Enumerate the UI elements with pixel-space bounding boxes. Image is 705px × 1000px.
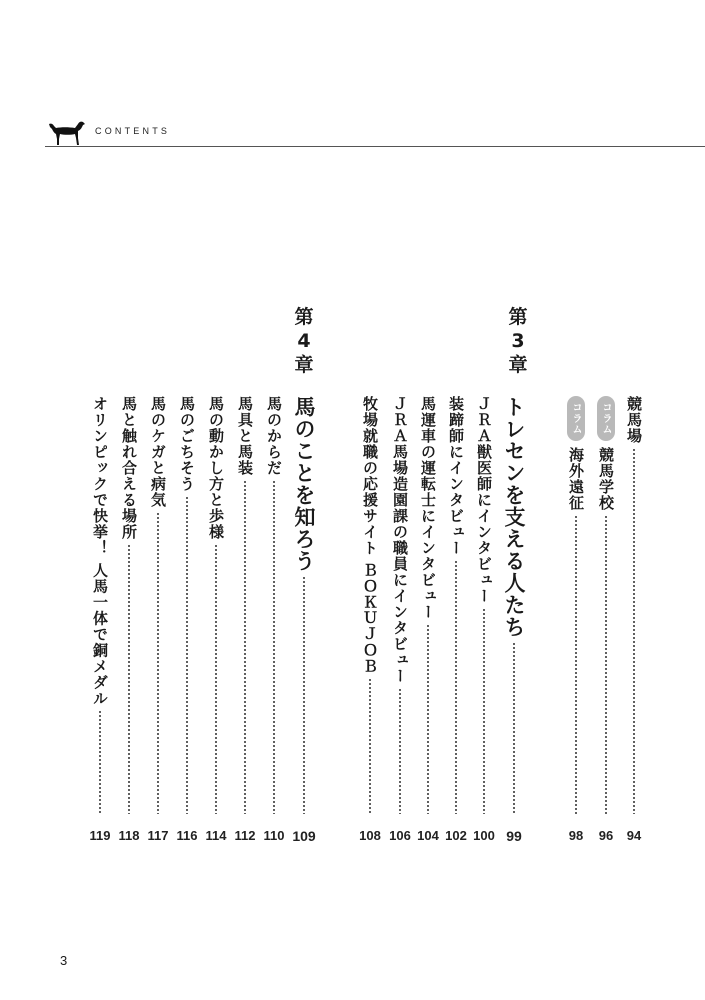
dot-leader (273, 480, 275, 814)
toc-entry-title: 馬の動かし方と歩様 (207, 396, 225, 540)
toc-entry[interactable] (146, 396, 170, 816)
dot-leader (399, 688, 401, 814)
page-number: 99 (506, 828, 522, 844)
toc-entry[interactable] (472, 396, 496, 816)
toc-entry[interactable] (444, 396, 468, 816)
page-number: 109 (292, 828, 316, 844)
toc-entry[interactable] (622, 396, 646, 816)
page-number: 108 (359, 828, 381, 843)
page-number: 112 (234, 828, 256, 843)
toc-entry-title: 競馬場 (625, 396, 643, 444)
page-number: 102 (445, 828, 467, 843)
page-number: 94 (626, 828, 642, 843)
chapter-3-label: 第 3 章 (508, 306, 528, 376)
dot-leader (605, 515, 607, 814)
page-number: 118 (118, 828, 140, 843)
column-badge: コラム (597, 396, 615, 441)
toc-entry-title: 装蹄師にインタビュー (447, 396, 465, 556)
toc-entry-title: 馬のからだ (265, 396, 283, 476)
toc-chapter-entry[interactable] (292, 396, 316, 816)
toc-chapter-title: 馬のことを知ろう (292, 396, 316, 572)
dot-leader (99, 710, 101, 814)
toc-entry[interactable] (594, 396, 618, 816)
page-number: 117 (147, 828, 169, 843)
page-number: 106 (389, 828, 411, 843)
toc-entry-title: 牧場就職の応援サイト ＢＯＫＵＪＯＢ (361, 396, 379, 675)
dot-leader (128, 544, 130, 814)
header-divider (45, 146, 705, 147)
page-number: 98 (568, 828, 584, 843)
toc-entry[interactable] (117, 396, 141, 816)
page-number: 110 (263, 828, 285, 843)
toc-entry-title: 馬のごちそう (178, 396, 196, 492)
dot-leader (157, 512, 159, 814)
toc-entry-title: ＪＲＡ馬場造園課の職員にインタビュー (391, 396, 409, 684)
dot-leader (513, 642, 515, 814)
toc-entry[interactable] (88, 396, 112, 816)
folio-page-number: 3 (60, 953, 68, 968)
toc-entry-title: 馬具と馬装 (236, 396, 254, 476)
toc-entry[interactable] (564, 396, 588, 816)
toc-chapter-title: トレセンを支える人たち (502, 396, 526, 638)
toc-entry[interactable] (358, 396, 382, 816)
dot-leader (369, 678, 371, 814)
page-number: 100 (473, 828, 495, 843)
toc-entry-title: 馬運車の運転士にインタビュー (419, 396, 437, 620)
page-number: 116 (176, 828, 198, 843)
toc-entry[interactable] (233, 396, 257, 816)
toc-entry-title: 競馬学校 (597, 447, 615, 511)
chapter-4-label: 第 4 章 (294, 306, 314, 376)
dot-leader (303, 576, 305, 814)
horse-icon (47, 118, 87, 146)
toc-entry[interactable] (416, 396, 440, 816)
toc-entry[interactable] (262, 396, 286, 816)
toc-entry-title: 馬のケガと病気 (149, 396, 167, 508)
toc-entry-title: ＪＲＡ獣医師にインタビュー (475, 396, 493, 604)
dot-leader (483, 608, 485, 814)
page-number: 114 (205, 828, 227, 843)
contents-header (0, 118, 705, 148)
toc-entry-title: 馬と触れ合える場所 (120, 396, 138, 540)
toc-entry-title: 海外遠征 (567, 447, 585, 511)
dot-leader (575, 515, 577, 814)
page-number: 104 (417, 828, 439, 843)
contents-title: CONTENTS (95, 126, 171, 136)
toc-entry-title: オリンピックで快挙！ 人馬一体で銅メダル (91, 396, 109, 707)
toc-chapter-entry[interactable] (502, 396, 526, 816)
dot-leader (427, 624, 429, 814)
page-number: 96 (598, 828, 614, 843)
toc-entry[interactable] (175, 396, 199, 816)
column-badge: コラム (567, 396, 585, 441)
dot-leader (455, 560, 457, 814)
dot-leader (215, 544, 217, 814)
dot-leader (633, 448, 635, 814)
dot-leader (186, 496, 188, 814)
toc-entry[interactable] (388, 396, 412, 816)
dot-leader (244, 480, 246, 814)
page-number: 119 (89, 828, 111, 843)
toc-entry[interactable] (204, 396, 228, 816)
